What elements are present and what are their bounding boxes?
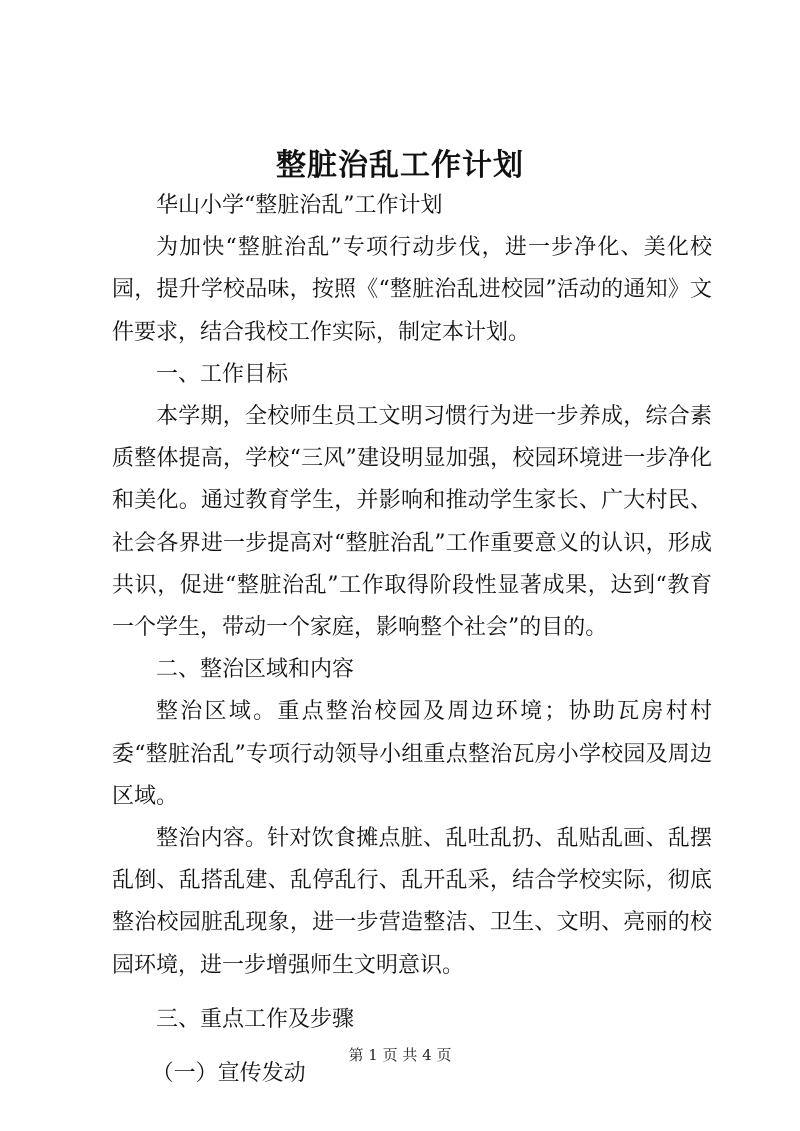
school-plan-heading: 华山小学“整脏治乱”工作计划 [156, 193, 443, 218]
page-footer: 第 1 页 共 4 页 [348, 1046, 452, 1064]
goals-paragraph: 本学期，全校师生员工文明习惯行为进一步养成，综合素质整体提高，学校“三风”建设明显加强，校园环境进一步净化和美化。通过教育学生，并影响和推动学生家长、广大村民、社会各界进一步提高对“整脏治乱”工作重要意义的认识，形成共识，促进“整脏治乱”工作取得阶段性显著成果，达到“教育一个学生，带动一个家庭，影响整个社会”的目的。 [112, 404, 712, 641]
content-paragraph: 整治内容。针对饮食摊点脏、乱吐乱扔、乱贴乱画、乱摆乱倒、乱搭乱建、乱停乱行、乱开乱采，结合学校实际，彻底整治校园脏乱现象，进一步营造整洁、卫生、文明、亮丽的校园环境，进一步增强师生文明意识。 [112, 826, 712, 978]
document-body [112, 185, 712, 1095]
subsection-heading-publicity: （一）宣传发动 [151, 1061, 306, 1087]
section-heading-goals: 一、工作目标 [156, 361, 289, 387]
intro-paragraph: 为加快“整脏治乱”专项行动步伐，进一步净化、美化校园，提升学校品味，按照《“整脏治乱进校园”活动的通知》文件要求，结合我校工作实际，制定本计划。 [112, 235, 712, 345]
section-heading-areas: 二、整治区域和内容 [156, 657, 355, 683]
section-heading-steps: 三、重点工作及步骤 [156, 1006, 355, 1032]
areas-paragraph: 整治区域。重点整治校园及周边环境；协助瓦房村村委“整脏治乱”专项行动领导小组重点整治瓦房小学校园及周边区域。 [112, 699, 712, 809]
document-title: 整脏治乱工作计划 [276, 148, 524, 183]
